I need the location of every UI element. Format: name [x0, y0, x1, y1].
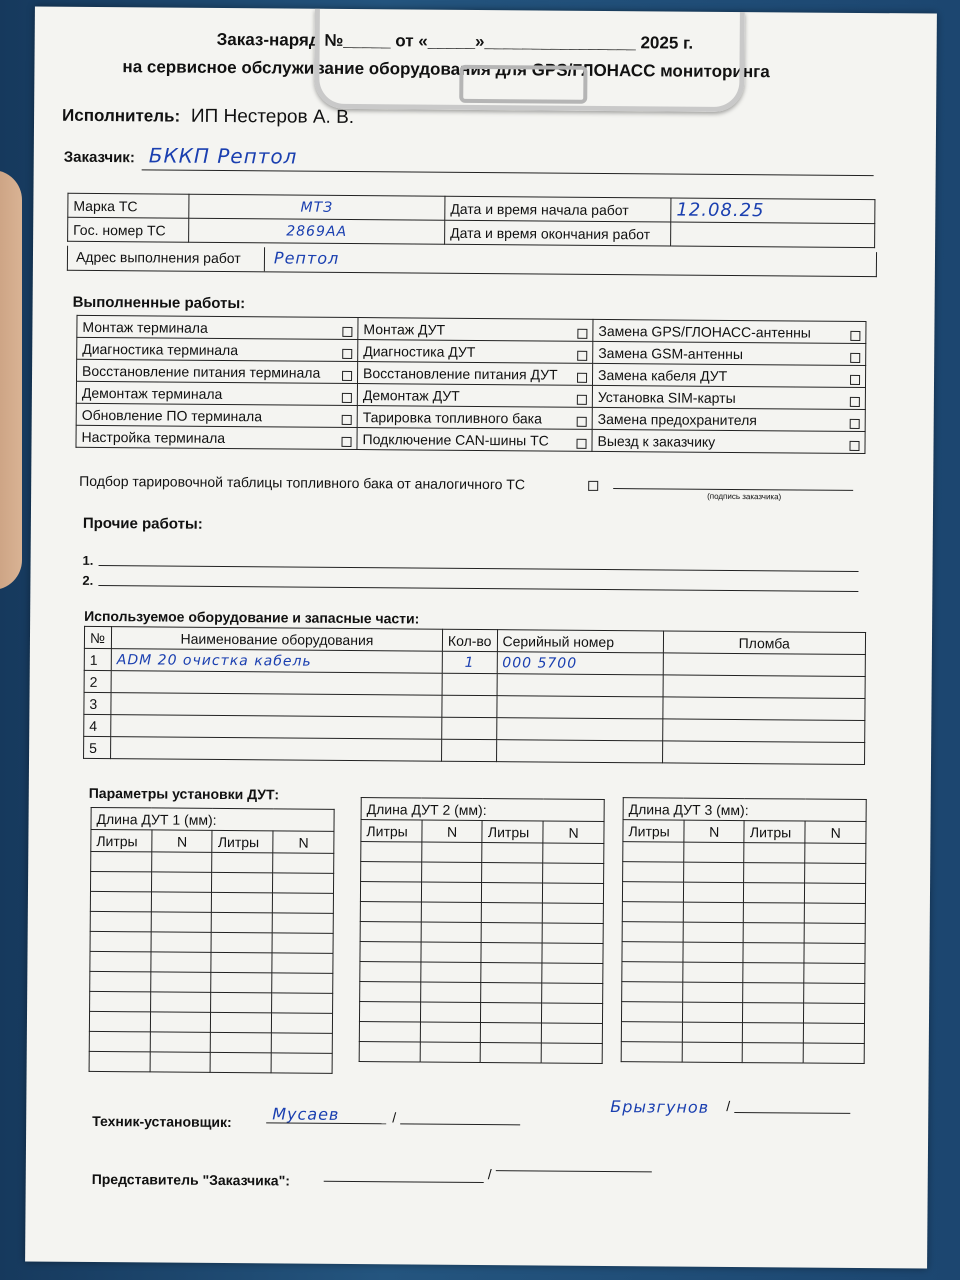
work-item	[357, 406, 592, 430]
works-table	[75, 315, 866, 454]
dut-cell[interactable]	[683, 902, 744, 922]
work-label: Демонтаж терминала	[81, 384, 223, 402]
work-checkbox[interactable]	[342, 348, 352, 358]
dut-cell[interactable]	[421, 962, 482, 982]
dut-header: N	[805, 821, 866, 843]
dut-cell[interactable]	[272, 973, 333, 993]
equipment-serial: 000 5700	[497, 652, 663, 675]
equipment-seal	[663, 653, 866, 677]
technician-signature-1: Мусаев	[272, 1104, 340, 1124]
dut-cell[interactable]	[622, 982, 683, 1002]
brand-label: Марка ТС	[68, 193, 189, 218]
dut-cell[interactable]	[90, 931, 151, 951]
dut-cell[interactable]	[272, 953, 333, 973]
dut-table-2	[359, 797, 605, 1064]
equipment-qty	[442, 717, 497, 739]
dut-cell[interactable]	[89, 1051, 150, 1071]
dut-header: Литры	[744, 821, 805, 843]
dut-title: Параметры установки ДУТ:	[88, 784, 280, 803]
equipment-seal	[662, 741, 865, 765]
dut-cell[interactable]	[744, 863, 805, 883]
dut-cell[interactable]	[621, 1042, 682, 1062]
dut-header: Литры	[623, 820, 684, 842]
equipment-title: Используемое оборудование и запасные части:	[84, 607, 420, 627]
end-label: Дата и время окончания работ	[445, 220, 671, 246]
work-item	[76, 381, 357, 405]
dut-cell[interactable]	[211, 972, 272, 992]
dut-cell[interactable]	[273, 893, 334, 913]
dut-cell[interactable]	[151, 892, 212, 912]
dut-cell[interactable]	[683, 962, 744, 982]
work-item	[357, 428, 592, 452]
dut-cell[interactable]	[804, 963, 865, 983]
work-label: Обновление ПО терминала	[81, 406, 263, 424]
equipment-qty: 1	[442, 651, 497, 673]
equipment-n: 3	[84, 692, 111, 714]
address-label: Адрес выполнения работ	[75, 248, 241, 267]
equipment-serial	[496, 718, 662, 741]
dut-cell[interactable]	[271, 1053, 332, 1073]
dut-cell[interactable]	[542, 1043, 603, 1063]
dut-cell[interactable]	[273, 853, 334, 873]
dut-cell[interactable]	[481, 983, 542, 1003]
dut-cell[interactable]	[805, 883, 866, 903]
dut-cell[interactable]	[272, 1013, 333, 1033]
dut-caption: Длина ДУТ 2 (мм):	[361, 798, 604, 822]
dut-cell[interactable]	[542, 1023, 603, 1043]
work-label: Замена GPS/ГЛОНАСС-антенны	[598, 322, 811, 341]
equipment-header-qty: Кол-во	[442, 629, 497, 651]
work-label: Диагностика терминала	[82, 340, 239, 358]
work-checkbox[interactable]	[577, 372, 587, 382]
dut-cell[interactable]	[542, 943, 603, 963]
dut-cell[interactable]	[361, 842, 422, 862]
dut-cell[interactable]	[91, 851, 152, 871]
dut-cell[interactable]	[682, 1042, 743, 1062]
dut-cell[interactable]	[273, 873, 334, 893]
dut-cell[interactable]	[683, 982, 744, 1002]
dut-cell[interactable]	[622, 962, 683, 982]
dut-cell[interactable]	[743, 1023, 804, 1043]
work-checkbox[interactable]	[850, 352, 860, 362]
work-item	[592, 407, 865, 431]
dut-cell[interactable]	[743, 943, 804, 963]
work-label: Подключение CAN-шины ТС	[362, 430, 549, 449]
work-item	[77, 315, 358, 339]
dut-cell[interactable]	[421, 902, 482, 922]
work-checkbox[interactable]	[849, 440, 859, 450]
work-checkbox[interactable]	[577, 328, 587, 338]
dut-cell[interactable]	[481, 963, 542, 983]
dut-cell[interactable]	[272, 993, 333, 1013]
executor-value: ИП Нестеров А. В.	[190, 105, 355, 128]
dut-cell[interactable]	[482, 863, 543, 883]
work-checkbox[interactable]	[577, 394, 587, 404]
dut-cell[interactable]	[420, 1042, 481, 1062]
work-label: Тарировка топливного бака	[362, 408, 542, 426]
dut-cell[interactable]	[273, 913, 334, 933]
dut-cell[interactable]	[743, 1003, 804, 1023]
equipment-name	[111, 671, 442, 696]
equipment-header-seal: Пломба	[663, 631, 866, 655]
dut-header: N	[273, 831, 334, 853]
dut-cell[interactable]	[622, 902, 683, 922]
dut-cell[interactable]	[420, 1022, 481, 1042]
work-label: Монтаж терминала	[82, 318, 208, 336]
thumb	[0, 170, 22, 590]
equipment-qty	[442, 673, 497, 695]
work-item	[76, 425, 357, 449]
dut-cell[interactable]	[744, 903, 805, 923]
dut-cell[interactable]	[359, 1042, 420, 1062]
other-item-1: 1.	[82, 552, 94, 568]
dut-cell[interactable]	[543, 883, 604, 903]
dut-cell[interactable]	[805, 923, 866, 943]
dut-cell[interactable]	[420, 1002, 481, 1022]
dut-cell[interactable]	[212, 872, 273, 892]
dut-cell[interactable]	[744, 923, 805, 943]
dut-cell[interactable]	[621, 1022, 682, 1042]
work-item	[593, 341, 866, 365]
dut-cell[interactable]	[360, 882, 421, 902]
start-value: 12.08.25	[671, 198, 875, 224]
work-label: Замена кабеля ДУТ	[598, 366, 728, 384]
technician-label: Техник-установщик:	[92, 1112, 232, 1131]
equipment-serial	[496, 696, 662, 719]
dut-cell[interactable]	[804, 1023, 865, 1043]
equipment-header-n: №	[84, 626, 111, 648]
work-item	[592, 363, 865, 387]
dut-header: N	[422, 820, 483, 842]
dut-cell[interactable]	[90, 891, 151, 911]
dut-cell[interactable]	[743, 983, 804, 1003]
dut-cell[interactable]	[90, 951, 151, 971]
other-title: Прочие работы:	[82, 514, 203, 533]
equipment-serial	[496, 740, 662, 763]
address-value: Рептол	[273, 248, 340, 268]
dut-cell[interactable]	[421, 882, 482, 902]
works-title: Выполненные работы:	[72, 293, 246, 313]
dut-cell[interactable]	[805, 863, 866, 883]
document-sheet: Заказ-наряд №_____ от «_____»________________ 2025 г. на сервисное обслуживание оборудования для GPS/ГЛОНАСС мониторинга Исполнитель: ИП Нестеров А. В. Заказчик: БККП Рептол Марка ТС МТЗ Дата и время начала работ 12.08.25 Гос. номер ТС 2869АА Дата и время окончания работ Адрес выполнения работ Рептол Выполненные работы: Монтаж терминала Монтаж ДУТ Замена GPS/ГЛОНАСС-антенны Диагностика терминала Диагностика ДУТ Замена GSM-антенны Восстановление питания терминала Восстановление питания ДУТ Замена кабеля ДУТ Демонтаж терминала Демонтаж ДУТ Установка SIM-карты Обновление ПО терминала Тарировка топливного бака Замена предохранителя Настройка терминала Подключение CAN-шины ТС Выезд к заказчику Подбор тарировочной таблицы топливного бака от аналогичного ТС (подпись заказчика) Прочие работы: 1. 2. Используемое оборудование и запасные части: № Наименование оборудования Кол-во Серийный номер Пломба 1 ADM 20 очистка кабель 1 000 5700 2 3 4 5 Параметры установки ДУТ: Длина ДУТ 1 (мм): Литры N Литры N Длина ДУТ 2 (мм): Литры N Литры N Длина ДУТ 3 (мм): Литры N Литры N Техник-установщик: Мусаев / Брызгунов / Представитель "Заказчика": /	[25, 6, 937, 1268]
dut-caption: Длина ДУТ 3 (мм):	[623, 798, 866, 822]
dut-cell[interactable]	[422, 842, 483, 862]
work-label: Демонтаж ДУТ	[362, 386, 460, 404]
dut-cell[interactable]	[622, 882, 683, 902]
dut-cell[interactable]	[211, 992, 272, 1012]
dut-cell[interactable]	[90, 991, 151, 1011]
dut-cell[interactable]	[89, 1031, 150, 1051]
dut-cell[interactable]	[360, 902, 421, 922]
work-checkbox[interactable]	[576, 438, 586, 448]
equipment-n: 5	[84, 736, 111, 758]
selection-checkbox[interactable]	[588, 481, 598, 491]
work-label: Восстановление питания терминала	[82, 362, 321, 381]
dut-cell[interactable]	[804, 1003, 865, 1023]
dut-cell[interactable]	[90, 911, 151, 931]
work-checkbox[interactable]	[850, 418, 860, 428]
work-label: Выезд к заказчику	[597, 432, 716, 450]
work-checkbox[interactable]	[577, 350, 587, 360]
other-item-2: 2.	[82, 572, 94, 588]
equipment-header-serial: Серийный номер	[497, 630, 663, 653]
work-checkbox[interactable]	[850, 396, 860, 406]
dut-cell[interactable]	[542, 1003, 603, 1023]
dut-cell[interactable]	[89, 1011, 150, 1031]
work-label: Восстановление питания ДУТ	[363, 364, 558, 383]
equipment-name	[111, 737, 442, 762]
work-item	[592, 429, 865, 453]
dut-header: Литры	[482, 821, 543, 843]
work-item	[76, 403, 357, 427]
executor-label: Исполнитель:	[62, 105, 181, 126]
work-label: Настройка терминала	[81, 428, 226, 446]
dut-cell[interactable]	[211, 1012, 272, 1032]
dut-header: Литры	[91, 829, 152, 851]
dut-cell[interactable]	[744, 883, 805, 903]
equipment-n: 1	[84, 648, 111, 670]
dut-cell[interactable]	[744, 843, 805, 863]
dut-header: N	[543, 821, 604, 843]
dut-cell[interactable]	[682, 1022, 743, 1042]
dut-cell[interactable]	[804, 983, 865, 1003]
dut-cell[interactable]	[804, 943, 865, 963]
dut-cell[interactable]	[542, 963, 603, 983]
equipment-qty	[442, 695, 497, 717]
dut-table-3	[621, 797, 867, 1064]
dut-cell[interactable]	[683, 862, 744, 882]
dut-cell[interactable]	[421, 982, 482, 1002]
dut-cell[interactable]	[90, 971, 151, 991]
dut-cell[interactable]	[542, 923, 603, 943]
equipment-name: ADM 20 очистка кабель	[111, 649, 442, 674]
customer-label: Заказчик:	[63, 148, 135, 167]
work-label: Установка SIM-карты	[597, 388, 736, 406]
dut-cell[interactable]	[360, 982, 421, 1002]
dut-cell[interactable]	[421, 922, 482, 942]
dut-header: N	[684, 820, 745, 842]
dut-cell[interactable]	[543, 843, 604, 863]
dut-cell[interactable]	[421, 942, 482, 962]
technician-signature-2: Брызгунов	[610, 1097, 710, 1117]
dut-cell[interactable]	[482, 923, 543, 943]
work-checkbox[interactable]	[342, 370, 352, 380]
dut-cell[interactable]	[211, 1032, 272, 1052]
work-checkbox[interactable]	[341, 436, 351, 446]
dut-cell[interactable]	[482, 903, 543, 923]
title-line1: Заказ-наряд №_____ от «_____»________________ 2025 г.	[216, 29, 694, 53]
plate-label: Гос. номер ТС	[68, 217, 189, 242]
dut-cell[interactable]	[151, 912, 212, 932]
dut-cell[interactable]	[683, 882, 744, 902]
equipment-seal	[662, 719, 865, 743]
equipment-table	[83, 626, 866, 765]
dut-table-1	[89, 807, 335, 1074]
dut-cell[interactable]	[683, 942, 744, 962]
equipment-seal	[663, 675, 866, 699]
dut-cell[interactable]	[211, 952, 272, 972]
dut-cell[interactable]	[482, 843, 543, 863]
representative-label: Представитель "Заказчика":	[91, 1170, 290, 1189]
work-item	[76, 359, 357, 383]
dut-cell[interactable]	[622, 942, 683, 962]
equipment-seal	[662, 697, 865, 721]
equipment-n: 4	[84, 714, 111, 736]
clipboard-clip	[314, 9, 745, 112]
dut-cell[interactable]	[682, 1002, 743, 1022]
dut-cell[interactable]	[150, 1012, 211, 1032]
dut-cell[interactable]	[805, 903, 866, 923]
brand-value: МТЗ	[189, 194, 445, 220]
work-item	[592, 385, 865, 409]
dut-cell[interactable]	[482, 883, 543, 903]
dut-cell[interactable]	[211, 1052, 272, 1072]
dut-cell[interactable]	[684, 842, 745, 862]
work-item	[357, 384, 592, 408]
dut-cell[interactable]	[272, 1033, 333, 1053]
plate-value: 2869АА	[189, 218, 445, 244]
dut-cell[interactable]	[804, 1043, 865, 1063]
dut-cell[interactable]	[150, 1052, 211, 1072]
dut-cell[interactable]	[212, 912, 273, 932]
work-checkbox[interactable]	[342, 326, 352, 336]
vehicle-table	[67, 193, 875, 248]
dut-cell[interactable]	[622, 922, 683, 942]
dut-cell[interactable]	[359, 1022, 420, 1042]
work-checkbox[interactable]	[342, 392, 352, 402]
dut-cell[interactable]	[212, 892, 273, 912]
dut-cell[interactable]	[151, 952, 212, 972]
dut-caption: Длина ДУТ 1 (мм):	[91, 807, 334, 831]
dut-cell[interactable]	[151, 932, 212, 952]
dut-header: Литры	[212, 830, 273, 852]
work-item	[77, 337, 358, 361]
address-row	[67, 246, 877, 277]
work-label: Монтаж ДУТ	[363, 320, 446, 338]
dut-cell[interactable]	[683, 922, 744, 942]
dut-cell[interactable]	[359, 1002, 420, 1022]
dut-cell[interactable]	[212, 852, 273, 872]
dut-cell[interactable]	[212, 932, 273, 952]
signature-caption: (подпись заказчика)	[707, 491, 782, 502]
dut-cell[interactable]	[272, 933, 333, 953]
work-item	[358, 318, 593, 342]
dut-cell[interactable]	[481, 1023, 542, 1043]
dut-cell[interactable]	[743, 963, 804, 983]
dut-cell[interactable]	[151, 972, 212, 992]
work-checkbox[interactable]	[850, 330, 860, 340]
dut-cell[interactable]	[360, 922, 421, 942]
dut-cell[interactable]	[360, 962, 421, 982]
dut-header: N	[152, 830, 213, 852]
dut-cell[interactable]	[150, 992, 211, 1012]
dut-cell[interactable]	[150, 1032, 211, 1052]
equipment-name	[111, 715, 442, 740]
dut-cell[interactable]	[481, 1043, 542, 1063]
dut-cell[interactable]	[805, 843, 866, 863]
dut-cell[interactable]	[481, 943, 542, 963]
equipment-serial	[497, 674, 663, 697]
dut-cell[interactable]	[360, 942, 421, 962]
title-line2: на сервисное обслуживание оборудования для GPS/ГЛОНАСС мониторинга	[122, 57, 770, 82]
dut-cell[interactable]	[481, 1003, 542, 1023]
work-label: Замена предохранителя	[597, 410, 757, 428]
dut-cell[interactable]	[151, 872, 212, 892]
work-checkbox[interactable]	[850, 374, 860, 384]
selection-label: Подбор тарировочной таблицы топливного бака от аналогичного ТС	[79, 472, 526, 493]
dut-cell[interactable]	[543, 863, 604, 883]
equipment-name	[111, 693, 442, 718]
dut-cell[interactable]	[421, 862, 482, 882]
equipment-header-name: Наименование оборудования	[111, 627, 442, 652]
work-label: Замена GSM-антенны	[598, 344, 744, 362]
dut-cell[interactable]	[542, 983, 603, 1003]
work-item	[357, 362, 592, 386]
dut-cell[interactable]	[623, 842, 684, 862]
work-checkbox[interactable]	[342, 414, 352, 424]
dut-cell[interactable]	[361, 862, 422, 882]
equipment-n: 2	[84, 670, 111, 692]
dut-cell[interactable]	[623, 862, 684, 882]
end-value	[671, 222, 875, 248]
dut-cell[interactable]	[152, 852, 213, 872]
work-label: Диагностика ДУТ	[363, 342, 476, 360]
work-checkbox[interactable]	[577, 416, 587, 426]
work-item	[593, 319, 866, 343]
customer-value: БККП Рептол	[148, 143, 298, 169]
equipment-qty	[442, 739, 497, 761]
dut-cell[interactable]	[543, 903, 604, 923]
dut-cell[interactable]	[90, 871, 151, 891]
start-label: Дата и время начала работ	[445, 196, 671, 222]
work-item	[358, 340, 593, 364]
dut-cell[interactable]	[743, 1043, 804, 1063]
dut-header: Литры	[361, 820, 422, 842]
dut-cell[interactable]	[621, 1002, 682, 1022]
